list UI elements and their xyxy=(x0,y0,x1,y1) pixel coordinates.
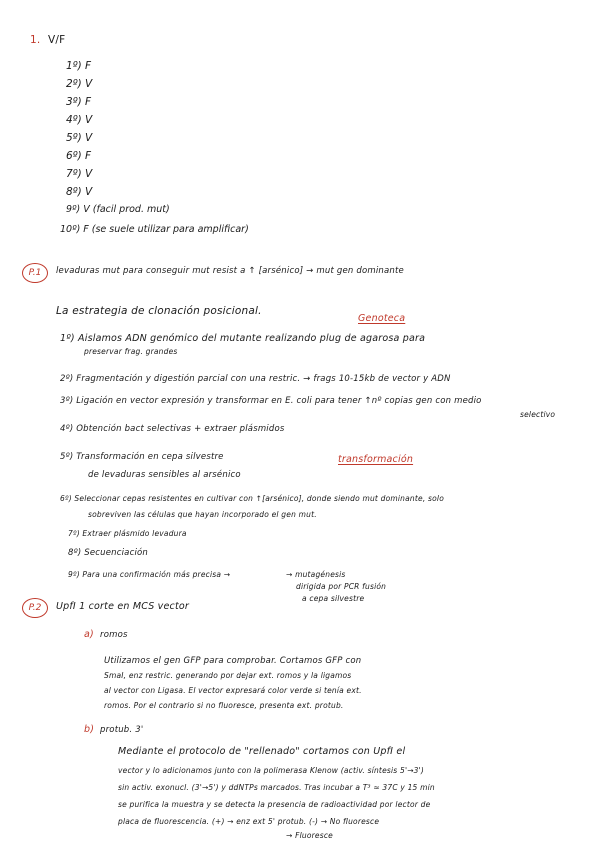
step-6-line-2: sobreviven las células que hayan incorporado el gen mut. xyxy=(88,510,317,519)
step-5-line-1: 5º) Transformación en cepa silvestre xyxy=(60,452,224,462)
part-b-line-4: se purifica la muestra y se detecta la presencia de radioactividad por lector de xyxy=(118,800,431,809)
question-1-number: 1. xyxy=(30,34,41,46)
step-9: 9º) Para una confirmación más precisa → xyxy=(68,570,231,579)
part-a-line-4: romos. Por el contrario si no fluoresce, presenta ext. protub. xyxy=(104,701,344,710)
part-b-line-2: vector y lo adicionamos junto con la polimerasa Klenow (activ. síntesis 5'→3') xyxy=(118,766,425,775)
question-1-title: V/F xyxy=(48,34,66,46)
step-4: 4º) Obtención bact selectivas + extraer plásmidos xyxy=(60,424,285,434)
part-a-title: romos xyxy=(100,630,128,640)
step-2: 2º) Fragmentación y digestión parcial con una restric. → frags 10-15kb de vector y ADN xyxy=(60,374,451,384)
part-b-line-1: Mediante el protocolo de "rellenado" cortamos con UpfI el xyxy=(118,746,406,757)
step-8: 8º) Secuenciación xyxy=(68,548,148,558)
part-b-line-5: placa de fluorescencia. (+) → enz ext 5' protub. (-) → No fluoresce xyxy=(118,817,380,826)
step-3: 3º) Ligación en vector expresión y transformar en E. coli para tener ↑nº copias gen con medio xyxy=(60,396,482,406)
problem-1-badge: P.1 xyxy=(22,263,48,283)
answer-item: 6º) F xyxy=(66,150,92,162)
step-9-result-1: → mutagénesis xyxy=(286,570,346,579)
step-3-note: selectivo xyxy=(520,410,556,419)
part-b-label: b) xyxy=(84,724,95,735)
problem-1-title: levaduras mut para conseguir mut resist a ↑ [arsénico] → mut gen dominante xyxy=(56,266,404,276)
answer-item: 1º) F xyxy=(66,60,92,72)
genoteca-label: Genoteca xyxy=(358,313,406,324)
transformacion-label: transformación xyxy=(338,454,414,465)
step-1-line-1: 1º) Aislamos ADN genómico del mutante realizando plug de agarosa para xyxy=(60,333,426,344)
step-9-result-3: a cepa silvestre xyxy=(302,594,365,603)
step-6-line-1: 6º) Seleccionar cepas resistentes en cultivar con ↑[arsénico], donde siendo mut dominante, solo xyxy=(60,494,444,503)
part-a-line-3: al vector con Ligasa. El vector expresará color verde si tenía ext. xyxy=(104,686,362,695)
answer-item: 8º) V xyxy=(66,186,93,198)
part-b-line-3: sin activ. exonucl. (3'→5') y ddNTPs marcados. Tras incubar a T³ ≈ 37C y 15 min xyxy=(118,783,435,792)
problem-1-subtitle: La estrategia de clonación posicional. xyxy=(56,305,262,317)
problem-2-badge: P.2 xyxy=(22,598,48,618)
answer-item: 10º) F (se suele utilizar para amplificar) xyxy=(60,224,249,235)
part-b-title: protub. 3' xyxy=(100,725,144,735)
answer-item: 7º) V xyxy=(66,168,93,180)
step-7: 7º) Extraer plásmido levadura xyxy=(68,529,187,538)
part-a-line-1: Utilizamos el gen GFP para comprobar. Cortamos GFP con xyxy=(104,656,362,666)
part-b-line-6: → Fluoresce xyxy=(286,831,333,840)
answer-item: 2º) V xyxy=(66,78,93,90)
answer-item: 5º) V xyxy=(66,132,93,144)
answer-item: 4º) V xyxy=(66,114,93,126)
answer-item: 9º) V (facil prod. mut) xyxy=(66,204,170,215)
answer-item: 3º) F xyxy=(66,96,92,108)
step-9-result-2: dirigida por PCR fusión xyxy=(296,582,387,591)
step-5-line-2: de levaduras sensibles al arsénico xyxy=(88,470,241,480)
part-a-label: a) xyxy=(84,629,94,640)
problem-2-title: UpfI 1 corte en MCS vector xyxy=(56,601,190,612)
step-1-line-2: preservar frag. grandes xyxy=(84,347,178,356)
part-a-line-2: SmaI, enz restric. generando por dejar ext. romos y la ligamos xyxy=(104,671,352,680)
